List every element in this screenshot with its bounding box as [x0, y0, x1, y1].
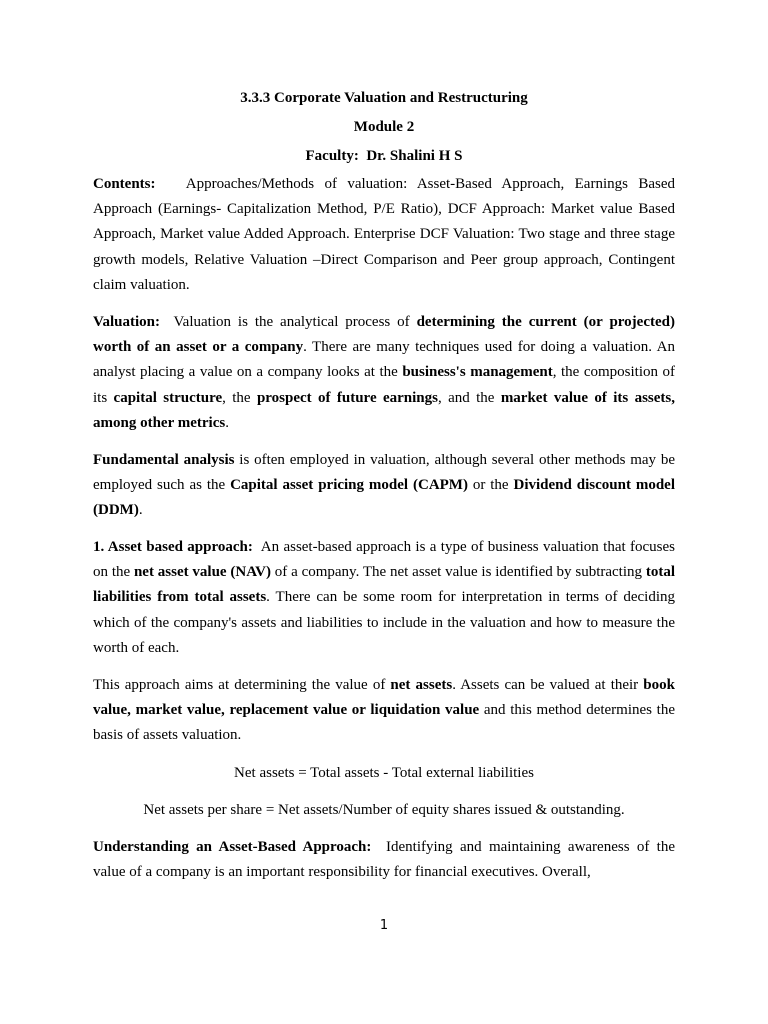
page-number: 1	[379, 918, 389, 933]
valuation-emphasis: business's management	[402, 364, 553, 381]
contents-text: Approaches/Methods of valuation: Asset-Based Approach, Earnings Based Approach (Earnings- Capitalization Method, P/E Ratio), DCF Approach: Market value Based Approach, Market value Added Approach. Enterprise DCF Valuation: Two stage and three stage growth models, Relative Valuation –Direct Comparison and Peer group approach, Contingent claim valuation.	[93, 176, 675, 293]
valuation-text: , the composition of its	[93, 364, 676, 406]
valuation-emphasis: capital structure	[113, 389, 223, 406]
understanding-label: Understanding an Asset-Based Approach:	[93, 839, 372, 855]
asset-based-approach-paragraph	[93, 535, 675, 661]
approach-text: This approach aims at determining the value of	[93, 677, 391, 693]
fundamental-text: is often employed in valuation, although several other methods may be employed such as the	[93, 452, 676, 494]
faculty-line: Faculty: Dr. Shalini H S	[305, 148, 463, 164]
fundamental-emphasis: Dividend discount model (DDM)	[93, 477, 675, 519]
valuation-text: . There are many techniques used for doing a valuation. An analyst placing a value on a company looks at the	[93, 339, 675, 381]
valuation-text: , and the	[437, 389, 501, 406]
asset-based-emphasis: total liabilities from total assets	[93, 564, 676, 606]
course-title: 3.3.3 Corporate Valuation and Restructuring	[240, 90, 528, 106]
valuation-text: .	[225, 414, 229, 431]
net-assets-per-share-formula: Net assets per share = Net assets/Number of equity shares issued & outstanding.	[143, 802, 625, 818]
asset-based-text: An asset-based approach is a type of business valuation that focuses on the	[93, 539, 675, 581]
valuation-emphasis: market value of its assets, among other metrics	[93, 389, 675, 431]
fundamental-text: or the	[467, 477, 514, 494]
approach-emphasis: net assets	[390, 677, 453, 693]
asset-based-text: of a company. The net asset value is identified by subtracting	[270, 564, 646, 581]
fundamental-text: .	[138, 502, 143, 519]
fundamental-emphasis: Capital asset pricing model (CAPM)	[230, 477, 468, 494]
approach-paragraph	[93, 673, 675, 749]
understanding-paragraph	[93, 835, 675, 885]
valuation-emphasis: determining the current (or projected) worth of an asset or a company	[93, 314, 675, 356]
valuation-emphasis: prospect of future earnings	[256, 389, 438, 406]
valuation-text: Valuation is the analytical process of	[173, 314, 417, 330]
contents-label: Contents:	[93, 176, 156, 192]
net-assets-formula: Net assets = Total assets - Total external liabilities	[234, 765, 534, 781]
understanding-text: Identifying and maintaining awareness of the value of a company is an important responsibility for financial executives. Overall,	[93, 839, 675, 881]
valuation-text: , the	[222, 389, 257, 406]
asset-based-label: 1. Asset based approach:	[93, 539, 253, 555]
asset-based-text: . There can be some room for interpretation in terms of deciding which of the company's assets and liabilities to include in the valuation and how to measure the worth of each.	[93, 589, 675, 656]
fundamental-emphasis: Fundamental analysis	[93, 452, 235, 468]
asset-based-emphasis: net asset value (NAV)	[133, 564, 271, 581]
module-label: Module 2	[353, 119, 415, 135]
valuation-label: Valuation:	[93, 314, 160, 330]
fundamental-analysis-paragraph	[93, 448, 675, 524]
approach-text: and this method determines the basis of assets valuation.	[93, 702, 675, 744]
valuation-paragraph	[93, 310, 675, 436]
approach-emphasis: book value, market value, replacement value or liquidation value	[93, 677, 675, 719]
approach-text: . Assets can be valued at their	[452, 677, 644, 693]
contents-paragraph	[93, 172, 675, 298]
